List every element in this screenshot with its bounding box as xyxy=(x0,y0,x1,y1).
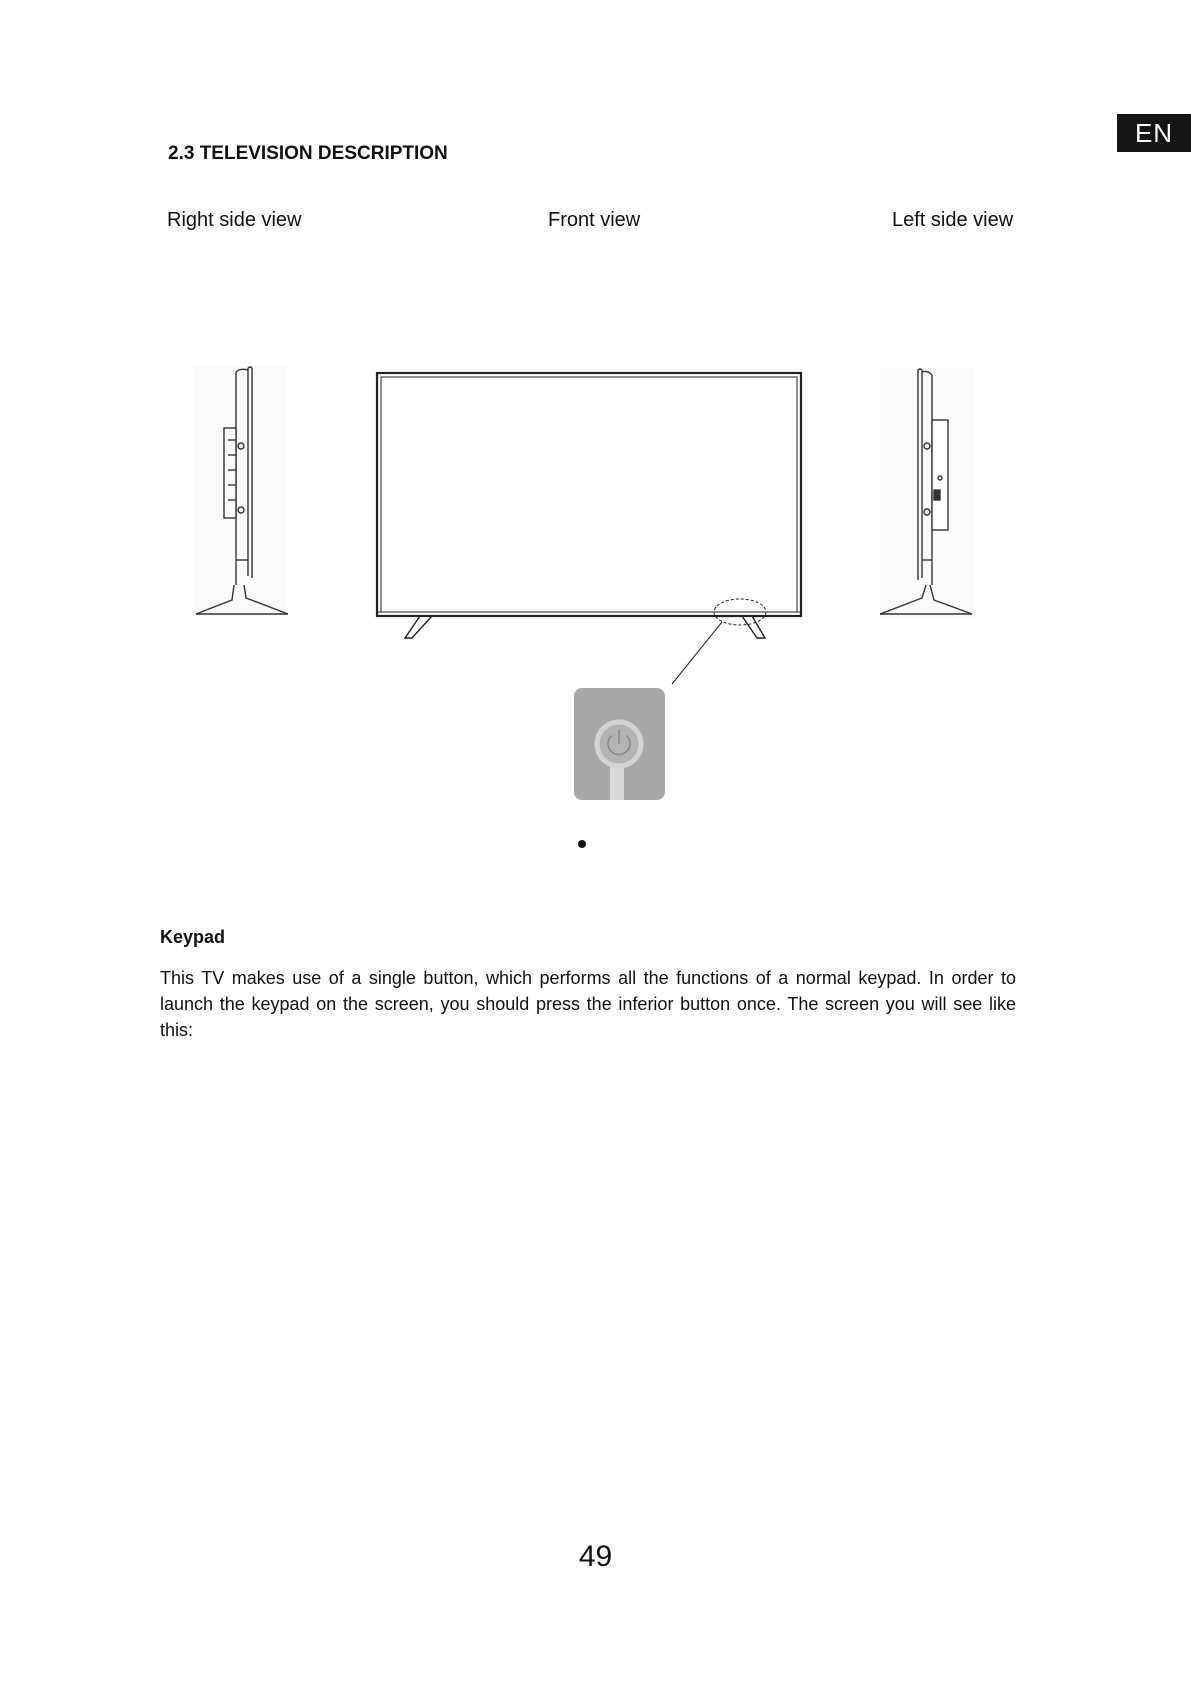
section-title: 2.3 TELEVISION DESCRIPTION xyxy=(168,143,448,164)
bullet-point xyxy=(578,840,586,848)
right-side-view-label: Right side view xyxy=(167,209,302,231)
right-side-view-tv xyxy=(194,366,288,616)
front-view-label: Front view xyxy=(548,209,641,231)
page-number: 49 xyxy=(578,1540,613,1573)
left-side-view-tv xyxy=(880,368,974,618)
power-button-detail xyxy=(574,688,665,800)
keypad-heading: Keypad xyxy=(160,927,226,947)
front-view-tv xyxy=(377,373,801,684)
language-badge: EN xyxy=(1117,114,1191,152)
left-side-view-label: Left side view xyxy=(892,209,1014,231)
keypad-description: This TV makes use of a single button, which performs all the functions of a normal keypad. In order to launch the keypad on the screen, you should press the inferior button once. The screen you will see like this: xyxy=(160,968,1016,1040)
